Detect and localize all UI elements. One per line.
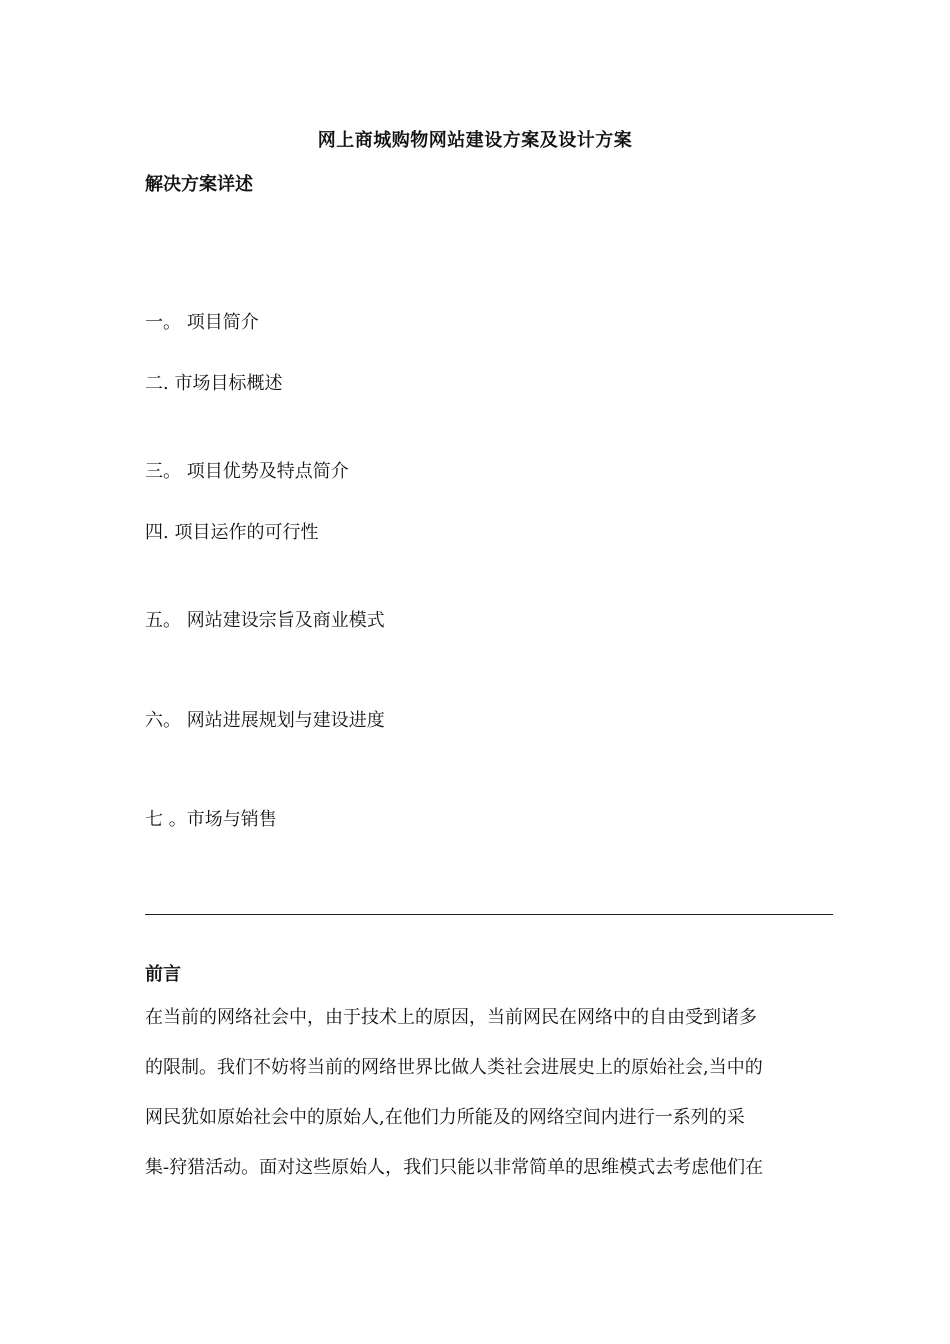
toc-item: 一。 项目简介	[145, 312, 259, 333]
toc-item: 四. 项目运作的可行性	[145, 522, 319, 543]
toc-item: 六。 网站进展规划与建设进度	[145, 710, 385, 731]
document-title: 网上商城购物网站建设方案及设计方案	[317, 130, 633, 151]
paragraph-line: 网民犹如原始社会中的原始人,在他们力所能及的网络空间内进行一系列的采	[145, 1107, 745, 1128]
preface-heading: 前言	[145, 964, 181, 985]
horizontal-divider	[145, 914, 833, 915]
toc-item: 二. 市场目标概述	[145, 373, 283, 394]
toc-item: 七 。市场与销售	[145, 809, 277, 830]
paragraph-line: 集-狩猎活动。面对这些原始人，我们只能以非常简单的思维模式去考虑他们在	[145, 1157, 764, 1178]
paragraph-line: 的限制。我们不妨将当前的网络世界比做人类社会进展史上的原始社会,当中的	[145, 1057, 763, 1078]
toc-item: 五。 网站建设宗旨及商业模式	[145, 610, 385, 631]
toc-item: 三。 项目优势及特点简介	[145, 461, 349, 482]
paragraph-line: 在当前的网络社会中，由于技术上的原因，当前网民在网络中的自由受到诸多	[145, 1007, 757, 1028]
document-subtitle: 解决方案详述	[145, 174, 253, 195]
